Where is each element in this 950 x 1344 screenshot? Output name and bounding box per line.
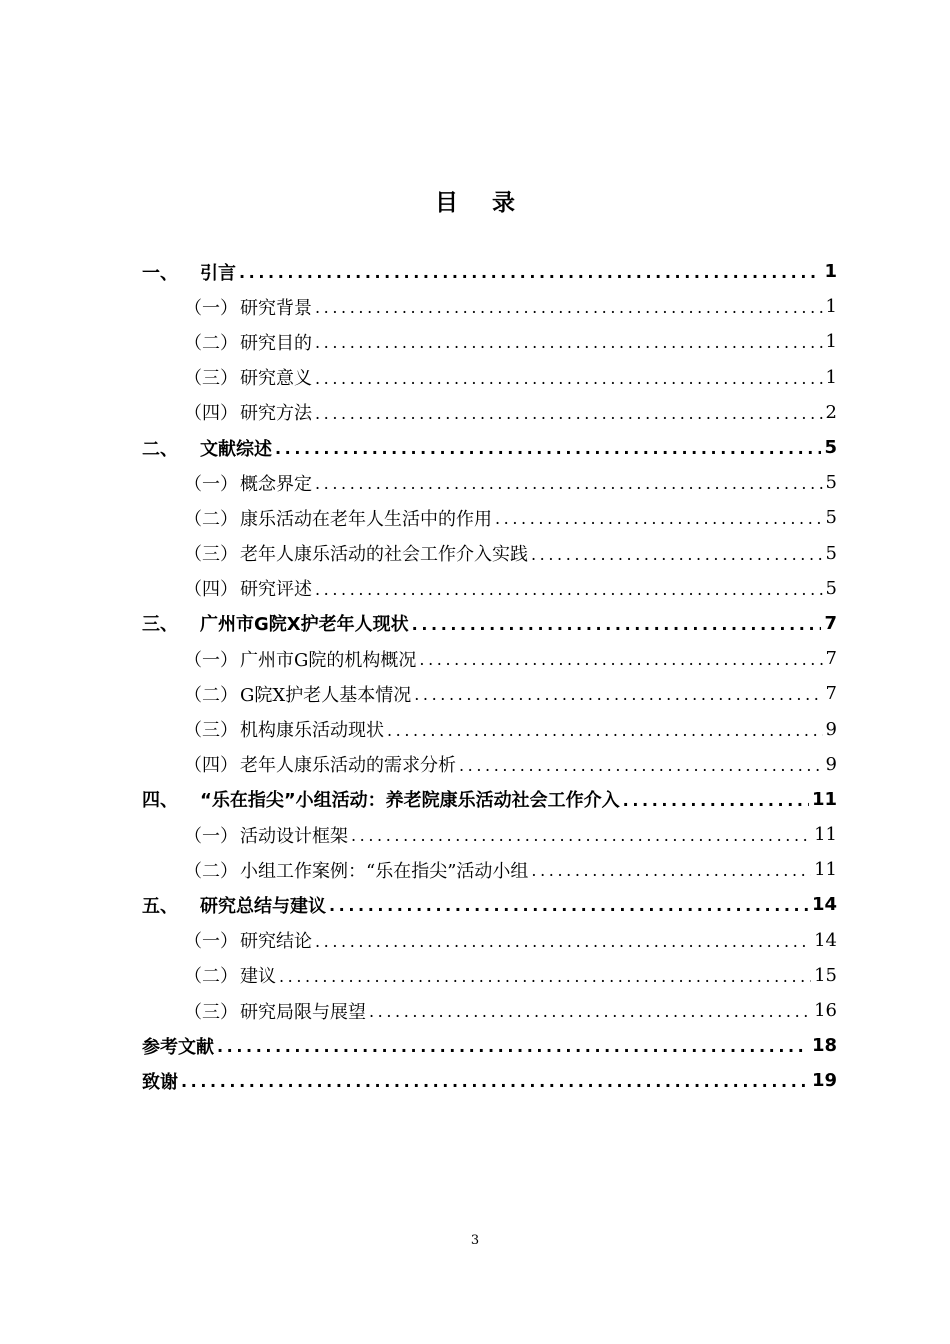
toc-dot-leader bbox=[412, 615, 822, 634]
toc-dot-leader bbox=[315, 298, 823, 317]
toc-entry-page: 2 bbox=[825, 401, 837, 423]
toc-dot-leader bbox=[531, 861, 811, 880]
toc-entry-page: 7 bbox=[825, 648, 837, 670]
toc-chapter-entry[interactable] bbox=[142, 254, 837, 289]
toc-dot-leader bbox=[387, 721, 823, 740]
toc-section-entry[interactable] bbox=[142, 923, 837, 958]
toc-entry-title: “乐在指尖”小组活动：养老院康乐活动社会工作介入 bbox=[200, 790, 620, 812]
toc-entry-title: 建议 bbox=[240, 966, 276, 988]
toc-dot-leader bbox=[351, 826, 811, 845]
toc-entry-number: 四、 bbox=[142, 790, 178, 812]
toc-entry-title: 机构康乐活动现状 bbox=[240, 720, 384, 742]
toc-entry-number: （一） bbox=[184, 649, 238, 671]
toc-entry-page: 5 bbox=[825, 542, 837, 564]
toc-entry-page: 14 bbox=[811, 894, 837, 916]
toc-entry-title: 概念界定 bbox=[240, 473, 312, 495]
toc-entry-number: （三） bbox=[184, 544, 238, 566]
toc-entry-title: 广州市G院的机构概况 bbox=[240, 649, 417, 671]
toc-entry-number: （四） bbox=[184, 755, 238, 777]
toc-section-entry[interactable] bbox=[142, 641, 837, 676]
toc-entry-number: （二） bbox=[184, 860, 238, 882]
toc-entry-number: 三、 bbox=[142, 614, 178, 636]
toc-entry-page: 14 bbox=[814, 929, 837, 951]
toc-entry-title: G院X护老人基本情况 bbox=[240, 684, 412, 706]
toc-entry-title: 参考文献 bbox=[142, 1036, 214, 1058]
toc-entry-number: （二） bbox=[184, 508, 238, 530]
toc-section-entry[interactable] bbox=[142, 289, 837, 324]
toc-section-entry[interactable] bbox=[142, 360, 837, 395]
toc-section-entry[interactable] bbox=[142, 571, 837, 606]
toc-entry-title: 研究总结与建议 bbox=[200, 895, 326, 917]
toc-section-entry[interactable] bbox=[142, 993, 837, 1028]
toc-dot-leader bbox=[239, 263, 821, 282]
toc-entry-page: 19 bbox=[811, 1070, 837, 1092]
toc-entry-number: （四） bbox=[184, 403, 238, 425]
toc-entry-number: （一） bbox=[184, 297, 238, 319]
toc-dot-leader bbox=[315, 404, 823, 423]
toc-section-entry[interactable] bbox=[142, 395, 837, 430]
toc-entry-title: 文献综述 bbox=[200, 438, 272, 460]
toc-entry-title: 老年人康乐活动的社会工作介入实践 bbox=[240, 544, 528, 566]
toc-chapter-entry[interactable] bbox=[142, 782, 837, 817]
page-number: 3 bbox=[470, 1233, 480, 1248]
toc-section-entry[interactable] bbox=[142, 536, 837, 571]
toc-entry-page: 5 bbox=[825, 472, 837, 494]
toc-entry-page: 1 bbox=[825, 331, 837, 353]
toc-dot-leader bbox=[275, 439, 821, 458]
toc-entry-title: 活动设计框架 bbox=[240, 825, 348, 847]
toc-dot-leader bbox=[531, 545, 823, 564]
title-char-2: 录 bbox=[492, 190, 515, 216]
toc-entry-page: 7 bbox=[825, 683, 837, 705]
toc-chapter-entry[interactable] bbox=[142, 887, 837, 922]
toc-section-entry[interactable] bbox=[142, 852, 837, 887]
toc-entry-number: （四） bbox=[184, 579, 238, 601]
toc-entry-title: 研究结论 bbox=[240, 931, 312, 953]
title-char-1: 目 bbox=[435, 190, 458, 216]
toc-section-entry[interactable] bbox=[142, 711, 837, 746]
toc-section-entry[interactable] bbox=[142, 465, 837, 500]
toc-dot-leader bbox=[369, 1002, 811, 1021]
toc-entry-title: 研究背景 bbox=[240, 297, 312, 319]
toc-entry-page: 16 bbox=[814, 1000, 837, 1022]
toc-entry-title: 致谢 bbox=[142, 1071, 178, 1093]
toc-entry-page: 5 bbox=[825, 507, 837, 529]
toc-entry-number: （二） bbox=[184, 684, 238, 706]
toc-entry-title: 研究评述 bbox=[240, 579, 312, 601]
toc-entry-number: 五、 bbox=[142, 895, 178, 917]
toc-dot-leader bbox=[459, 756, 823, 775]
toc-entry-page: 15 bbox=[814, 964, 837, 986]
toc-entry-number: 一、 bbox=[142, 262, 178, 284]
toc-entry-page: 9 bbox=[825, 718, 837, 740]
toc-dot-leader bbox=[315, 932, 811, 951]
toc-entry-page: 11 bbox=[814, 859, 837, 881]
toc-section-entry[interactable] bbox=[142, 324, 837, 359]
toc-entry-title: 小组工作案例：“乐在指尖”活动小组 bbox=[240, 860, 529, 882]
toc-section-entry[interactable] bbox=[142, 817, 837, 852]
toc-chapter-entry[interactable] bbox=[142, 1063, 837, 1098]
toc-dot-leader bbox=[414, 685, 822, 704]
toc-section-entry[interactable] bbox=[142, 500, 837, 535]
toc-entry-title: 研究意义 bbox=[240, 368, 312, 390]
toc-entry-title: 老年人康乐活动的需求分析 bbox=[240, 755, 456, 777]
toc-entry-page: 18 bbox=[811, 1035, 837, 1057]
toc-dot-leader bbox=[315, 474, 823, 493]
toc-entry-page: 5 bbox=[825, 577, 837, 599]
toc-dot-leader bbox=[419, 650, 822, 669]
toc-entry-number: （一） bbox=[184, 931, 238, 953]
toc-entry-title: 研究局限与展望 bbox=[240, 1001, 366, 1023]
toc-chapter-entry[interactable] bbox=[142, 1028, 837, 1063]
toc-entry-page: 5 bbox=[824, 437, 837, 459]
toc-entry-page: 9 bbox=[825, 753, 837, 775]
toc-dot-leader bbox=[315, 580, 823, 599]
toc-dot-leader bbox=[315, 369, 823, 388]
toc-entry-page: 1 bbox=[824, 261, 837, 283]
toc-entry-page: 11 bbox=[814, 824, 837, 846]
toc-entry-number: （二） bbox=[184, 332, 238, 354]
toc-dot-leader bbox=[279, 967, 811, 986]
toc-entry-page: 1 bbox=[825, 366, 837, 388]
toc-entry-number: （三） bbox=[184, 368, 238, 390]
toc-entry-page: 1 bbox=[825, 296, 837, 318]
toc-dot-leader bbox=[315, 333, 823, 352]
toc-section-entry[interactable] bbox=[142, 958, 837, 993]
toc-dot-leader bbox=[217, 1037, 809, 1056]
toc-dot-leader bbox=[329, 896, 809, 915]
toc-entry-number: （一） bbox=[184, 825, 238, 847]
toc-entry-title: 研究目的 bbox=[240, 332, 312, 354]
toc-chapter-entry[interactable] bbox=[142, 606, 837, 641]
toc-section-entry[interactable] bbox=[142, 676, 837, 711]
toc-dot-leader bbox=[495, 509, 823, 528]
toc-dot-leader bbox=[181, 1072, 809, 1091]
toc-entry-number: （三） bbox=[184, 720, 238, 742]
table-of-contents bbox=[142, 254, 837, 1099]
toc-entry-title: 研究方法 bbox=[240, 403, 312, 425]
toc-entry-title: 引言 bbox=[200, 262, 236, 284]
toc-entry-number: 二、 bbox=[142, 438, 178, 460]
toc-entry-number: （三） bbox=[184, 1001, 238, 1023]
toc-entry-number: （二） bbox=[184, 966, 238, 988]
toc-dot-leader bbox=[623, 791, 809, 810]
toc-entry-page: 11 bbox=[811, 788, 837, 810]
toc-section-entry[interactable] bbox=[142, 747, 837, 782]
toc-entry-page: 7 bbox=[824, 612, 837, 634]
page-title bbox=[0, 184, 950, 217]
toc-chapter-entry[interactable] bbox=[142, 430, 837, 465]
toc-entry-title: 康乐活动在老年人生活中的作用 bbox=[240, 508, 492, 530]
toc-entry-number: （一） bbox=[184, 473, 238, 495]
toc-entry-title: 广州市G院X护老年人现状 bbox=[200, 614, 409, 636]
